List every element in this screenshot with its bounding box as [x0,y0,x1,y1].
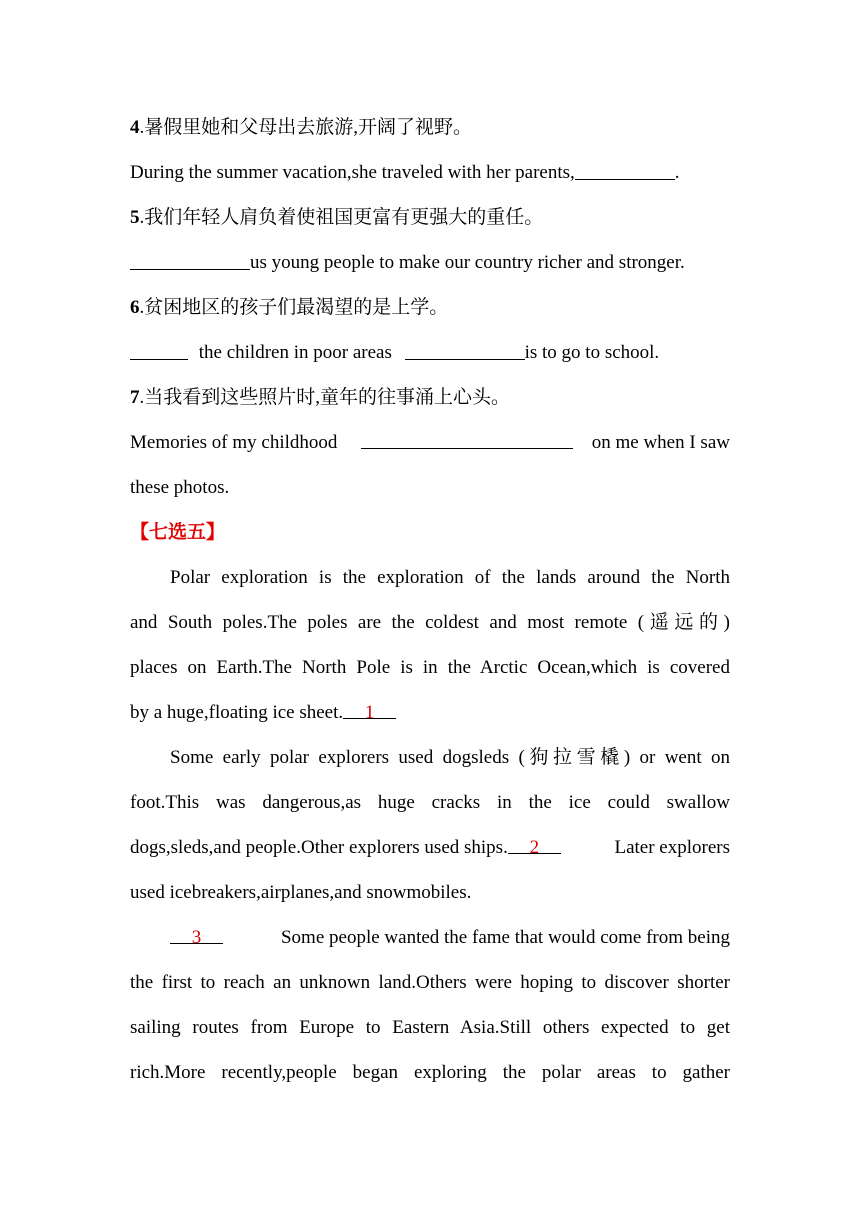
english-text: is to go to school. [524,342,660,363]
question-number: 5 [130,207,140,228]
blank-number: 2 [529,837,540,858]
question-number: 6 [130,297,140,318]
chinese-sentence: .我们年轻人肩负着使祖国更富有更强大的重任。 [139,207,544,228]
question-7-english [130,420,730,465]
chinese-sentence: .暑假里她和父母出去旅游,开阔了视野。 [139,117,473,138]
english-text: on me when I saw [591,432,730,453]
question-7-english-cont [130,465,730,510]
question-6-english [130,330,730,375]
question-number: 4 [130,117,140,138]
paragraph-3-line: the first to reach an unknown land.Others were hoping to discover shorter [130,972,730,993]
question-7-chinese [130,375,730,420]
numbered-blank-3[interactable] [170,917,223,948]
paragraph-2-line: used icebreakers,airplanes,and snowmobiles. [130,882,472,903]
paragraph-text: Later explorers [614,837,730,858]
chinese-sentence: .当我看到这些照片时,童年的往事涌上心头。 [139,387,511,408]
paragraph-text: dogs,sleds,and people.Other explorers used ships. [130,837,508,858]
section-heading [130,510,730,555]
answer-blank[interactable] [130,333,188,360]
paragraph-text: Some people wanted the fame that would come from being [280,927,730,948]
paragraph-2-line: foot.This was dangerous,as huge cracks in the ice could swallow [130,792,730,813]
paragraph-text: by a huge,floating ice sheet. [130,702,344,723]
question-4-chinese [130,105,730,150]
paragraph-1-line [130,690,730,735]
paragraph-1-line: and South poles.The poles are the coldest and most remote (遥远的) [130,612,730,633]
paragraph-2-line: Some early polar explorers used dogsleds (狗拉雪橇) or went on [170,747,730,768]
english-text: us young people to make our country richer and stronger. [250,252,685,273]
paragraph-2-line [130,825,730,870]
question-5-english [130,240,730,285]
answer-blank[interactable] [575,153,675,180]
section-title: 【七选五】 [130,522,226,543]
answer-blank[interactable] [130,243,250,270]
question-5-chinese [130,195,730,240]
english-text: the children in poor areas [194,342,397,363]
blank-number: 3 [191,927,202,948]
question-4-english [130,150,730,195]
answer-blank[interactable] [405,333,525,360]
document-page [130,105,730,1095]
paragraph-3-line [130,915,730,960]
blank-number: 1 [364,702,375,723]
numbered-blank-2[interactable] [508,827,561,858]
english-text: During the summer vacation,she traveled with her parents, [130,162,575,183]
english-text: Memories of my childhood [130,432,343,453]
paragraph-1-line: Polar exploration is the exploration of the lands around the North [170,567,730,588]
numbered-blank-1[interactable] [343,692,396,723]
chinese-sentence: .贫困地区的孩子们最渴望的是上学。 [139,297,449,318]
paragraph-1-line: places on Earth.The North Pole is in the Arctic Ocean,which is covered [130,657,730,678]
paragraph-3-line: sailing routes from Europe to Eastern Asia.Still others expected to get [130,1017,730,1038]
answer-blank[interactable] [361,422,573,449]
english-text: these photos. [130,477,230,498]
question-6-chinese [130,285,730,330]
english-text: . [674,162,680,183]
question-number: 7 [130,387,140,408]
paragraph-3-line: rich.More recently,people began exploring the polar areas to gather [130,1062,730,1083]
